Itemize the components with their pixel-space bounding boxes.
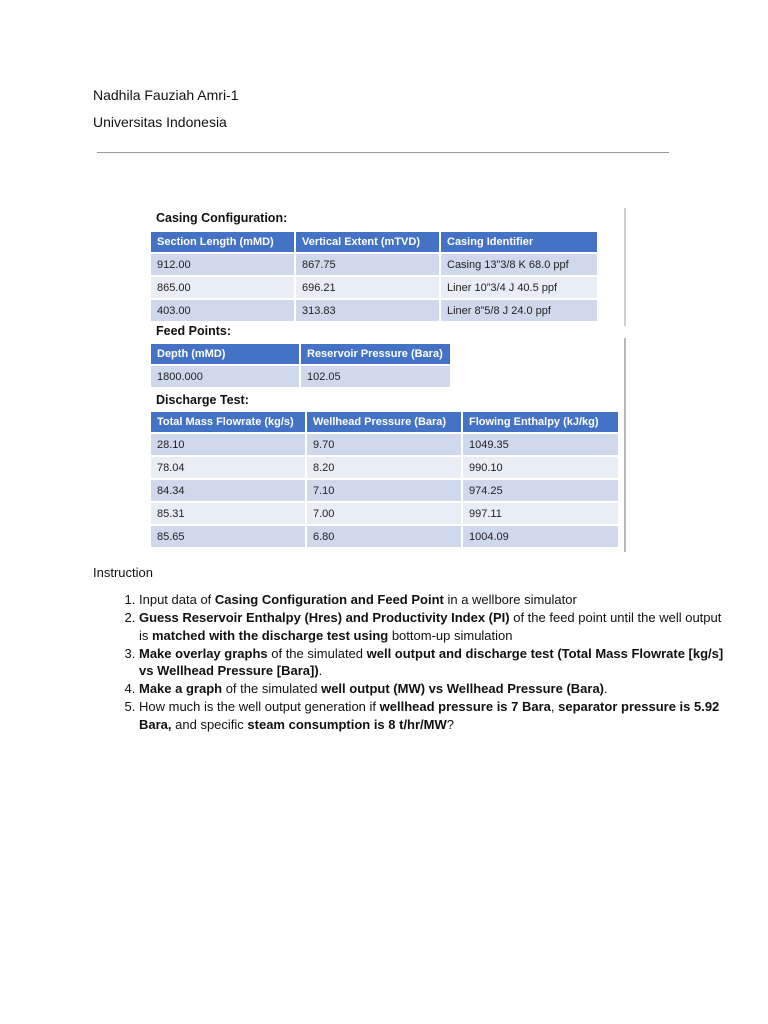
instruction-emphasis: separator pressure is 5.92 Bara,: [139, 699, 720, 732]
table-cell: 696.21: [296, 275, 441, 298]
instruction-list: [93, 591, 729, 734]
table-cell: 7.00: [307, 501, 463, 524]
table-row: [151, 501, 618, 524]
table-cell: Liner 10”3/4 J 40.5 ppf: [441, 275, 597, 298]
table-row: [151, 455, 618, 478]
table-row: [151, 364, 450, 387]
feed-title: Feed Points:: [156, 324, 232, 338]
instruction-text: ?: [446, 716, 454, 732]
table-cell: 867.75: [296, 252, 441, 275]
column-header: Section Length (mMD): [151, 232, 296, 252]
instruction-title: Instruction: [93, 565, 153, 580]
table-cell: 974.25: [463, 478, 618, 501]
column-header: Reservoir Pressure (Bara): [301, 344, 450, 364]
feed-table: [151, 344, 450, 387]
column-header: Vertical Extent (mTVD): [296, 232, 441, 252]
instruction-emphasis: well output (MW) vs Wellhead Pressure (Bara): [321, 681, 605, 696]
table-cell: 865.00: [151, 275, 296, 298]
table-cell: Casing 13”3/8 K 68.0 ppf: [441, 252, 597, 275]
column-header: Depth (mMD): [151, 344, 301, 364]
table-row: [151, 478, 618, 501]
author-name: Nadhila Fauziah Amri-1: [93, 87, 239, 103]
table-cell: 85.65: [151, 524, 307, 547]
instruction-item: [139, 698, 729, 733]
column-header: Total Mass Flowrate (kg/s): [151, 412, 307, 432]
instruction-item: [139, 591, 729, 609]
header-divider: [97, 152, 669, 153]
table-cell: 997.11: [463, 501, 618, 524]
table-cell: 1800.000: [151, 364, 301, 387]
instruction-text: How much is the well output generation if: [139, 699, 380, 714]
table-cell: 7.10: [307, 478, 463, 501]
table-cell: 6.80: [307, 524, 463, 547]
table-cell: 990.10: [463, 455, 618, 478]
table-cell: 1004.09: [463, 524, 618, 547]
casing-table: [151, 232, 597, 321]
discharge-table: [151, 412, 618, 547]
instruction-emphasis: Make overlay graphs: [139, 645, 268, 661]
column-header: Casing Identifier: [441, 232, 597, 252]
instruction-emphasis: steam consumption is 8 t/hr/MW: [247, 716, 447, 732]
table-cell: 9.70: [307, 432, 463, 455]
instruction-text: of the feed point until the well output is: [139, 610, 722, 643]
casing-title: Casing Configuration:: [156, 211, 288, 225]
table-cell: 78.04: [151, 455, 307, 478]
instruction-emphasis: Casing Configuration and Feed Point: [214, 592, 444, 607]
affiliation: Universitas Indonesia: [93, 114, 227, 130]
instruction-text: ,: [550, 699, 559, 714]
table-cell: 1049.35: [463, 432, 618, 455]
table-header-row: [151, 232, 597, 252]
table-row: [151, 524, 618, 547]
instruction-emphasis: matched with the discharge test using: [152, 627, 389, 643]
instruction-text: in a wellbore simulator: [443, 592, 577, 607]
table-row: [151, 298, 597, 321]
instruction-text: .: [318, 663, 323, 678]
figure-border: [624, 208, 626, 326]
table-cell: 28.10: [151, 432, 307, 455]
instruction-text: bottom-up simulation: [388, 627, 513, 643]
instruction-text: of the simulated: [267, 645, 367, 661]
instruction-emphasis: Make a graph: [139, 681, 223, 696]
instruction-item: [139, 645, 729, 680]
table-row: [151, 252, 597, 275]
table-cell: 313.83: [296, 298, 441, 321]
figure-scrollbar: [624, 338, 626, 552]
discharge-title: Discharge Test:: [156, 393, 249, 407]
instruction-text: .: [604, 681, 608, 696]
table-cell: 8.20: [307, 455, 463, 478]
table-cell: Liner 8”5/8 J 24.0 ppf: [441, 298, 597, 321]
table-cell: 403.00: [151, 298, 296, 321]
instruction-text: Input data of: [139, 592, 215, 607]
instruction-item: [139, 680, 729, 698]
table-cell: 85.31: [151, 501, 307, 524]
instruction-emphasis: well output and discharge test (Total Mass Flowrate [kg/s] vs Wellhead Pressure [Bara]): [139, 645, 724, 678]
instruction-emphasis: Guess Reservoir Enthalpy (Hres) and Productivity Index (PI): [139, 610, 510, 625]
table-row: [151, 432, 618, 455]
table-header-row: [151, 412, 618, 432]
column-header: Wellhead Pressure (Bara): [307, 412, 463, 432]
table-cell: 912.00: [151, 252, 296, 275]
column-header: Flowing Enthalpy (kJ/kg): [463, 412, 618, 432]
instruction-text: of the simulated: [222, 681, 322, 696]
table-cell: 84.34: [151, 478, 307, 501]
table-row: [151, 275, 597, 298]
table-cell: 102.05: [301, 364, 450, 387]
table-header-row: [151, 344, 450, 364]
instruction-item: [139, 609, 729, 644]
instruction-text: and specific: [171, 716, 248, 732]
instruction-emphasis: wellhead pressure is 7 Bara: [379, 699, 551, 714]
